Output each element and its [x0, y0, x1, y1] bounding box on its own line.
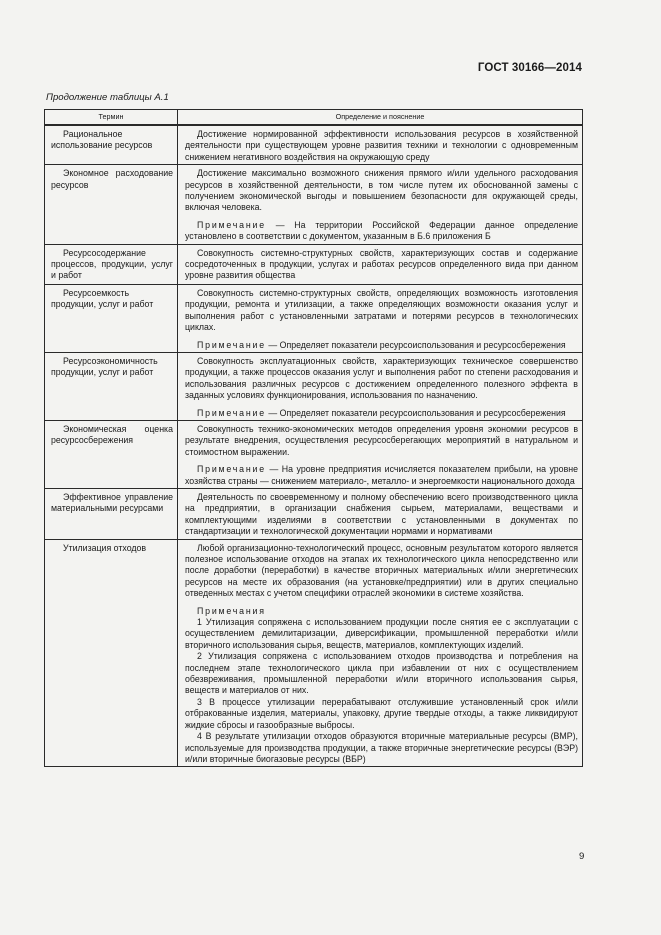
- note-text: [185, 220, 578, 243]
- note-item: 3 В процессе утилизации перерабатывают отслужившие установленный срок и/или отбракованные изделия, материалы, упаковку, другие твердые отходы, а также ликвидируют жидкие сбросы и газообразные выбросы.: [185, 696, 578, 730]
- note-text: [185, 340, 578, 351]
- term-cell: Ресурсосодержание процессов, продукции, услуг и работ: [45, 244, 178, 284]
- note-body: — Определяет показатели ресурсоиспользования и ресурсосбережения: [265, 407, 566, 418]
- term-cell: Эффективное управление материальными ресурсами: [45, 488, 178, 539]
- table-caption: Продолжение таблицы А.1: [46, 92, 169, 103]
- table-row: [45, 420, 583, 488]
- definition-text: Достижение нормированной эффективности использования ресурсов в хозяйственной деятельности при существующем уровне развития техники и технологии с одновременным снижением негативного воздействия на окружающую среду: [185, 129, 578, 162]
- note-text: [185, 408, 578, 419]
- note-label: Примечание: [197, 339, 266, 350]
- table-row: [45, 284, 583, 352]
- definition-cell: [178, 488, 583, 539]
- page-number: 9: [579, 851, 585, 862]
- table-row: [45, 125, 583, 165]
- table-header-row: [45, 110, 583, 126]
- terms-table: [44, 109, 583, 767]
- definition-text: Совокупность системно-структурных свойств, характеризующих состав и содержание сосредоточенных в продукции, услугах и работах ресурсов определенного вида при данном уровне развития общества: [185, 247, 578, 281]
- term-cell: Рациональное использование ресурсов: [45, 125, 178, 165]
- term-cell: Экономное расходование ресурсов: [45, 165, 178, 244]
- definition-cell: [178, 352, 583, 420]
- note-body: — Определяет показатели ресурсоиспользования и ресурсосбережения: [265, 339, 566, 350]
- definition-text: Достижение максимально возможного снижения прямого и/или удельного расходования ресурсов в хозяйственной деятельности, в том числе путем их обоснованной замены с получением экономической выгоды и повышением безопасности для окружающей среды, включая человека.: [185, 168, 578, 213]
- note-item: 2 Утилизация сопряжена с использованием отходов производства и потребления на последнем этапе технологического цикла при избавлении от них с осуществлением обезвреживания, промышленной переработки и/или вторичного использования сырья, веществ и материалов от них.: [185, 651, 578, 696]
- note-text: [185, 464, 578, 487]
- column-header-definition: Определение и пояснение: [178, 110, 583, 126]
- notes-heading: Примечания: [197, 605, 266, 616]
- note-item: 4 В результате утилизации отходов образуются вторичные материальные ресурсы (ВМР), используемые для производства продукции, а также вторичные энергетические ресурсы (ВЭР) и/или вторичные биогазовые ресурсы (ВБР): [185, 731, 578, 764]
- note-item: 1 Утилизация сопряжена с использованием продукции после снятия ее с эксплуатации с осуществлением демилитаризации, диверсификации, промышленной переработки и/или вторичного использования сырья, веществ, материалов, комплектующих изделий.: [185, 617, 578, 650]
- definition-text: Совокупность системно-структурных свойств, определяющих возможность изготовления продукции, ремонта и утилизации, а также определяющих возможности оказания услуг и выполнения работ с установленными затратами и потерями ресурсов в технологических циклах.: [185, 287, 578, 333]
- table-row: [45, 539, 583, 767]
- term-cell: Ресурсоэкономичность продукции, услуг и работ: [45, 352, 178, 420]
- table-row: [45, 244, 583, 284]
- note-label: Примечание: [197, 219, 266, 230]
- definition-cell: [178, 539, 583, 767]
- definition-cell: [178, 420, 583, 488]
- definition-text: Совокупность технико-экономических методов определения уровня экономии ресурсов в результате внедрения, осуществления ресурсосберегающих мероприятий в натуральном и стоимостном выражении.: [185, 423, 578, 457]
- document-code: ГОСТ 30166—2014: [477, 62, 582, 74]
- note-body: — На территории Российской Федерации данное определение установлено в соответствии с документом, указанным в Б.6 приложения Б: [185, 219, 578, 242]
- definition-cell: [178, 284, 583, 352]
- note-label: Примечание: [197, 464, 266, 475]
- table-row: [45, 352, 583, 420]
- definition-cell: [178, 244, 583, 284]
- definition-text: Деятельность по своевременному и полному обеспечению всего производственного цикла на предприятии, в организации снабжения сырьем, материалами, веществами и комплектующими изделиями в соответствии с установленными в документах по стандартизации и технологической документации нормами и нормативами: [185, 491, 578, 537]
- definition-cell: [178, 125, 583, 165]
- term-cell: Утилизация отходов: [45, 539, 178, 767]
- definition-cell: [178, 165, 583, 244]
- term-cell: Экономическая оценка ресурсосбережения: [45, 420, 178, 488]
- note-body: — На уровне предприятия исчисляется показателем прибыли, на уровне хозяйства страны — снижением материало-, металло- и энергоемкости национального дохода: [185, 464, 578, 486]
- definition-text: Любой организационно-технологический процесс, основным результатом которого является полезное использование отходов на этапах их технологического цикла непосредственно или после доработки (переработки) в качестве вторичных материальных и/или энергетических ресурсов на месте их образования (на установке/предприятии) или в других специально отведенных местах с учетом специфики отраслей экономики в системе хозяйства.: [185, 542, 578, 599]
- term-cell: Ресурсоемкость продукции, услуг и работ: [45, 284, 178, 352]
- table-row: [45, 488, 583, 539]
- note-label: Примечание: [197, 407, 266, 418]
- definition-text: Совокупность эксплуатационных свойств, характеризующих техническое совершенство продукции, а также процессов оказания услуг и выполнения работ по степени расходования и использования различных ресурсов с достижением определенного полезного эффекта в заданных условиях функционирования, использования по назначению.: [185, 355, 578, 401]
- column-header-term: Термин: [45, 110, 178, 126]
- table-row: [45, 165, 583, 244]
